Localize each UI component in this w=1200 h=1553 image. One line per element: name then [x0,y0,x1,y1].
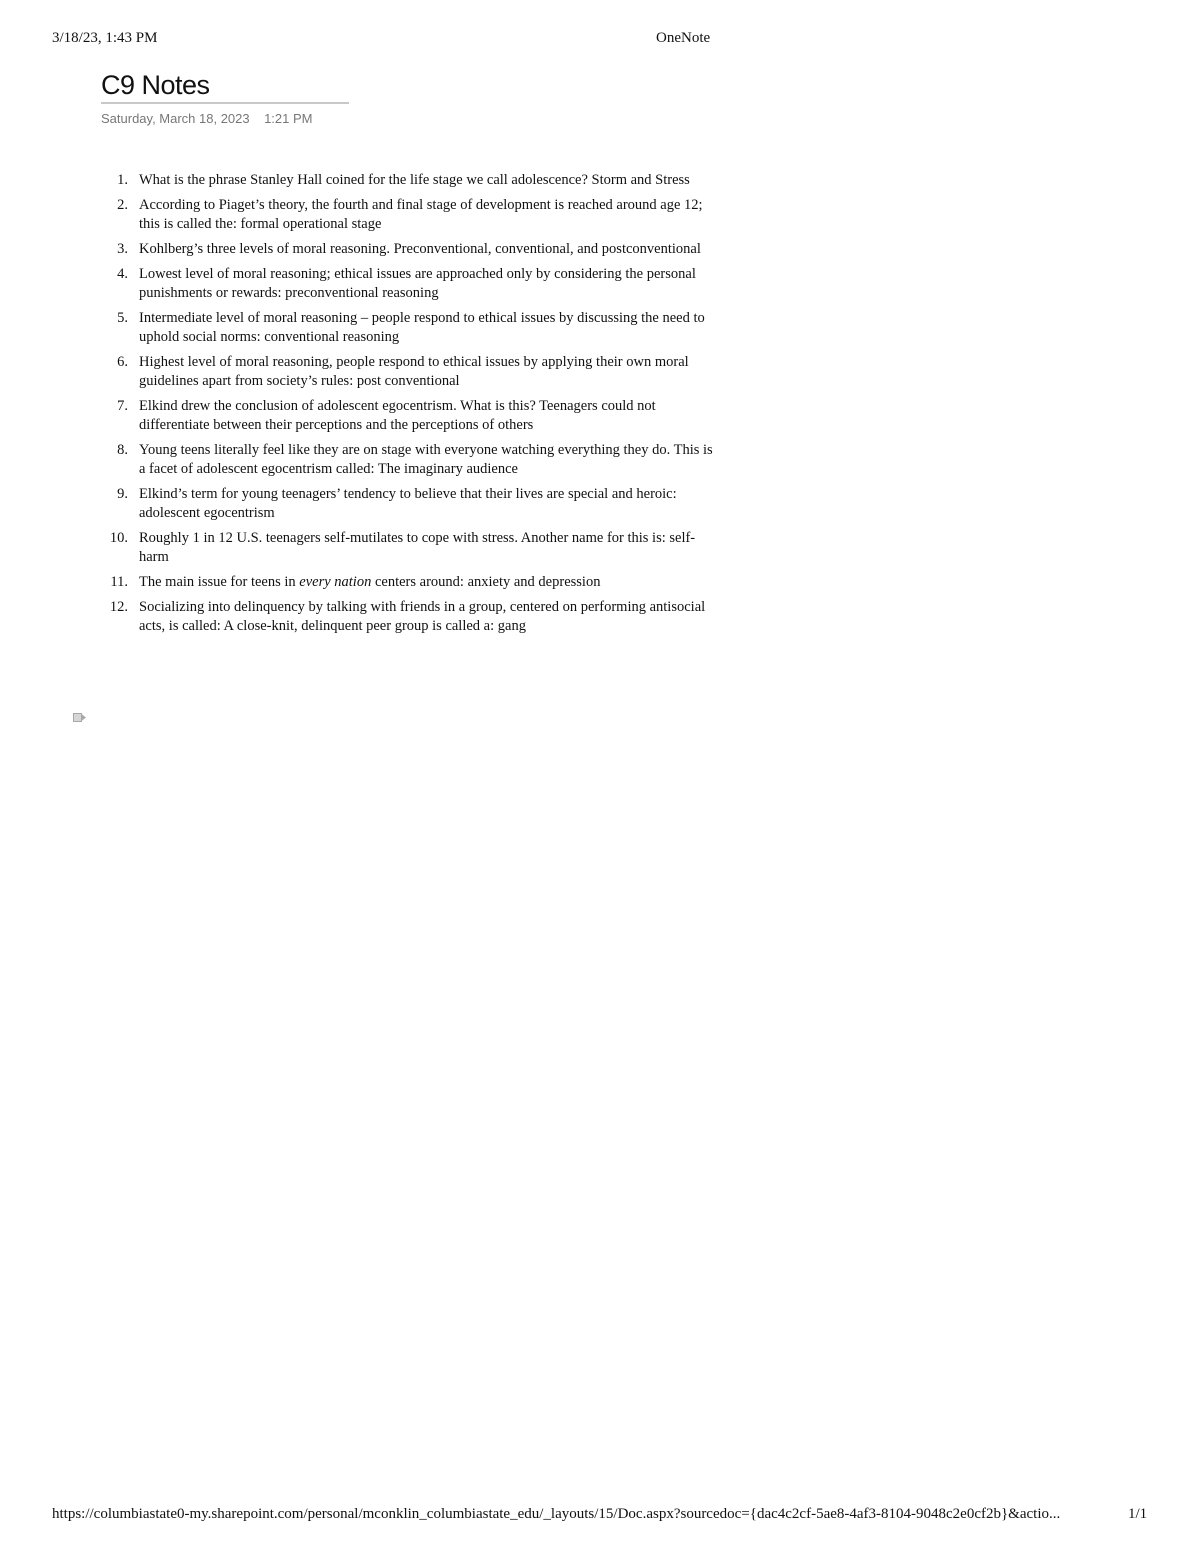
note-text: Young teens literally feel like they are on stage with everyone watching everything they do. This is a facet of adolescent egocentrism called: The imaginary audience [139,442,713,477]
note-number: 3. [117,241,128,257]
note-number: 5. [117,310,128,326]
note-number: 1. [117,172,128,188]
note-number: 7. [117,398,128,414]
note-item[interactable] [101,598,721,636]
note-item[interactable] [101,485,721,523]
note-text: The main issue for teens in [139,574,300,590]
page-date-time: Saturday, March 18, 2023 1:21 PM [101,111,313,126]
title-underline [101,102,349,104]
note-item[interactable] [101,196,721,234]
note-text: Elkind drew the conclusion of adolescent egocentrism. What is this? Teenagers could not differentiate between their perceptions and the perceptions of others [139,398,656,433]
note-number: 12. [109,599,128,615]
print-header-app-name: OneNote [656,30,711,46]
note-item[interactable] [101,441,721,479]
print-footer-url: https://columbiastate0-my.sharepoint.com/personal/mconklin_columbiastate_edu/_layouts/15/Doc.aspx?sourcedoc={dac4c2cf-5ae8-4af3-8104-9048c2e0cf2b}&actio... [52,1506,1061,1522]
note-item[interactable] [101,171,721,190]
note-item[interactable] [101,573,721,592]
note-item[interactable] [101,353,721,391]
print-header-datetime: 3/18/23, 1:43 PM [52,30,158,46]
note-item[interactable] [101,529,721,567]
note-text: According to Piaget’s theory, the fourth and final stage of development is reached around age 12; this is called the: formal operational stage [139,197,703,232]
note-text: Socializing into delinquency by talking with friends in a group, centered on performing antisocial acts, is called: A close-knit, delinquent peer group is called a: gang [139,599,706,634]
note-text: Highest level of moral reasoning, people respond to ethical issues by applying their own moral guidelines apart from society’s rules: post conventional [139,354,689,389]
note-item[interactable] [101,240,721,259]
note-text: Roughly 1 in 12 U.S. teenagers self-mutilates to cope with stress. Another name for this is: self-harm [139,530,696,565]
page-title[interactable]: C9 Notes [101,70,210,100]
notes-list [101,171,721,642]
note-text: Intermediate level of moral reasoning – people respond to ethical issues by discussing the need to uphold social norms: conventional reasoning [139,310,705,345]
note-number: 11. [110,574,128,590]
note-text: Lowest level of moral reasoning; ethical issues are approached only by considering the personal punishments or rewards: preconventional reasoning [139,266,696,301]
note-number: 2. [117,197,128,213]
note-text-emphasis: every nation [299,574,372,590]
note-text: Elkind’s term for young teenagers’ tendency to believe that their lives are special and heroic: adolescent egocentrism [139,486,677,521]
note-item[interactable] [101,397,721,435]
note-number: 6. [117,354,128,370]
note-text: What is the phrase Stanley Hall coined for the life stage we call adolescence? Storm and Stress [139,172,690,188]
note-number: 9. [117,486,128,502]
note-number: 4. [117,266,128,282]
note-item[interactable] [101,309,721,347]
note-text: Kohlberg’s three levels of moral reasoning. Preconventional, conventional, and postconventional [139,241,701,257]
paste-options-icon[interactable] [73,712,87,723]
note-item[interactable] [101,265,721,303]
print-footer-page-number: 1/1 [1128,1506,1148,1522]
note-number: 8. [117,442,128,458]
note-number: 10. [109,530,128,546]
note-text-after: centers around: anxiety and depression [371,574,601,590]
